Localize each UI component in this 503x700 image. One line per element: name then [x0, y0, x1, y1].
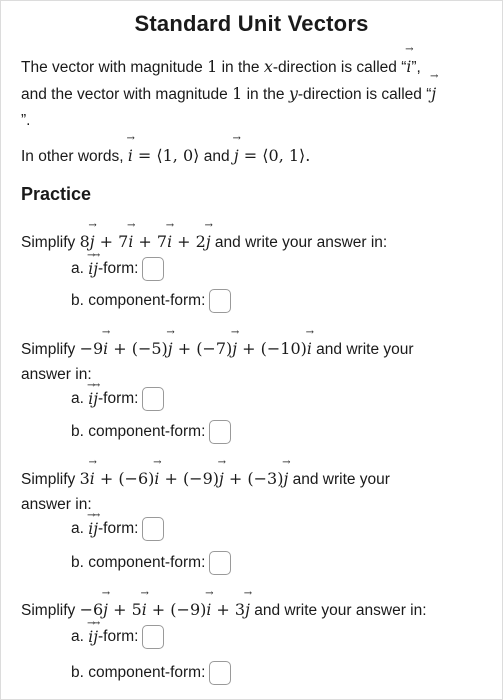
- question-text: and write your answer in:: [249, 602, 427, 619]
- page-title: Standard Unit Vectors: [134, 11, 369, 36]
- ij-form-label: a.: [71, 520, 89, 537]
- intro-text: ”,: [411, 59, 421, 76]
- ij-form-label: a.: [71, 390, 89, 407]
- unit-vector-j: → j: [232, 337, 237, 362]
- math-one: 1: [207, 57, 218, 76]
- problem-2-component-form-row: [71, 420, 231, 444]
- unit-vector-j: → j: [219, 467, 224, 492]
- unit-vector-i: → i: [142, 598, 147, 623]
- math-y: y: [288, 84, 298, 103]
- unit-vector-i: → i: [128, 230, 133, 255]
- unit-vector-j: → j: [103, 598, 108, 623]
- unit-vector-j: → j: [283, 467, 288, 492]
- unit-vector-j: → j: [93, 520, 98, 538]
- expression-term: + (−10): [237, 339, 307, 358]
- ij-form-answer-input[interactable]: [142, 517, 164, 541]
- problem-3-component-form-row: [71, 551, 231, 575]
- question-text: Simplify: [21, 471, 80, 488]
- unit-vector-i: → i: [90, 467, 95, 492]
- j-definition: = ⟨0, 1⟩: [238, 146, 306, 165]
- problem-1-component-form-row: [71, 289, 231, 313]
- question-text: Simplify: [21, 234, 80, 251]
- unit-vector-i: → i: [154, 467, 159, 492]
- question-text: Simplify: [21, 602, 80, 619]
- unit-vector-j: → j: [93, 628, 98, 646]
- question-text: and write your answer in:: [210, 234, 388, 251]
- unit-vector-j: → j: [245, 598, 250, 623]
- problem-2-ij-form-row: [71, 387, 164, 411]
- intro-text: The vector with magnitude: [21, 59, 208, 76]
- other-text: .: [305, 146, 311, 165]
- expression-term: + (−3): [223, 469, 284, 488]
- question-text: and write your: [311, 341, 414, 358]
- problem-3-ij-form-row: [71, 517, 164, 541]
- unit-vector-j: → j: [431, 81, 436, 107]
- unit-vector-i: → i: [128, 143, 133, 169]
- ij-form-label: a.: [71, 260, 89, 277]
- ij-form-answer-input[interactable]: [142, 257, 164, 281]
- unit-vector-i: → i: [307, 337, 312, 362]
- intro-text: ”.: [21, 112, 31, 129]
- other-text: and: [199, 148, 234, 165]
- unit-vector-i: → i: [88, 628, 93, 646]
- expression-term: + (−6): [94, 469, 155, 488]
- intro-text: -direction is called “: [297, 86, 432, 103]
- unit-vector-j: → j: [168, 337, 173, 362]
- expression-term: + 7: [133, 232, 168, 251]
- unit-vector-j: → j: [206, 230, 211, 255]
- ij-form-label: -form:: [98, 390, 139, 407]
- intro-text: and the vector with magnitude: [21, 86, 233, 103]
- problem-4-component-form-row: [71, 661, 231, 685]
- expression-term: + 3: [211, 600, 246, 619]
- expression-term: + 2: [172, 232, 206, 251]
- component-form-answer-input[interactable]: [209, 289, 231, 313]
- ij-form-label: a.: [71, 628, 89, 645]
- i-definition: = ⟨1, 0⟩: [132, 146, 200, 165]
- unit-vector-j: → j: [90, 230, 95, 255]
- unit-vector-j: → j: [93, 390, 98, 408]
- ij-form-answer-input[interactable]: [142, 387, 164, 411]
- unit-vector-i: → i: [103, 337, 108, 362]
- unit-vector-i: → i: [88, 520, 93, 538]
- expression-term: + (−9): [159, 469, 220, 488]
- question-text: Simplify: [21, 341, 80, 358]
- practice-heading: Practice: [21, 184, 92, 204]
- expression-term: + (−9): [146, 600, 207, 619]
- ij-form-label: -form:: [98, 520, 139, 537]
- expression-term: −6: [79, 600, 104, 619]
- problem-1-ij-form-row: [71, 257, 164, 281]
- intro-text: -direction is called “: [272, 59, 407, 76]
- unit-vector-i: → i: [206, 598, 211, 623]
- in-other-words: [21, 143, 489, 170]
- component-form-answer-input[interactable]: [209, 551, 231, 575]
- unit-vector-i: → i: [88, 390, 93, 408]
- expression-term: + 5: [107, 600, 142, 619]
- expression-term: 8: [79, 232, 90, 251]
- unit-vector-i: → i: [88, 260, 93, 278]
- unit-vector-j: → j: [234, 143, 239, 169]
- other-text: In other words,: [21, 148, 128, 165]
- component-form-answer-input[interactable]: [209, 420, 231, 444]
- component-form-label: b. component-form:: [71, 554, 206, 571]
- expression-term: + (−7): [172, 339, 233, 358]
- component-form-label: b. component-form:: [71, 292, 206, 309]
- expression-term: 3: [79, 469, 90, 488]
- expression-term: + (−5): [108, 339, 168, 358]
- question-text: answer in:: [21, 496, 92, 513]
- unit-vector-i: → i: [167, 230, 172, 255]
- unit-vector-j: → j: [93, 260, 98, 278]
- math-one: 1: [232, 84, 243, 103]
- component-form-label: b. component-form:: [71, 664, 206, 681]
- ij-form-label: -form:: [98, 628, 139, 645]
- component-form-label: b. component-form:: [71, 423, 206, 440]
- math-x: x: [263, 57, 273, 76]
- intro-text: in the: [242, 86, 289, 103]
- ij-form-label: -form:: [98, 260, 139, 277]
- unit-vector-i: → i: [406, 54, 411, 80]
- problem-4-ij-form-row: [71, 625, 164, 649]
- question-text: answer in:: [21, 366, 92, 383]
- expression-term: −9: [79, 339, 104, 358]
- question-text: and write your: [288, 471, 390, 488]
- expression-term: + 7: [94, 232, 129, 251]
- intro-paragraph: [21, 54, 489, 134]
- ij-form-answer-input[interactable]: [142, 625, 164, 649]
- component-form-answer-input[interactable]: [209, 661, 231, 685]
- intro-text: in the: [217, 59, 264, 76]
